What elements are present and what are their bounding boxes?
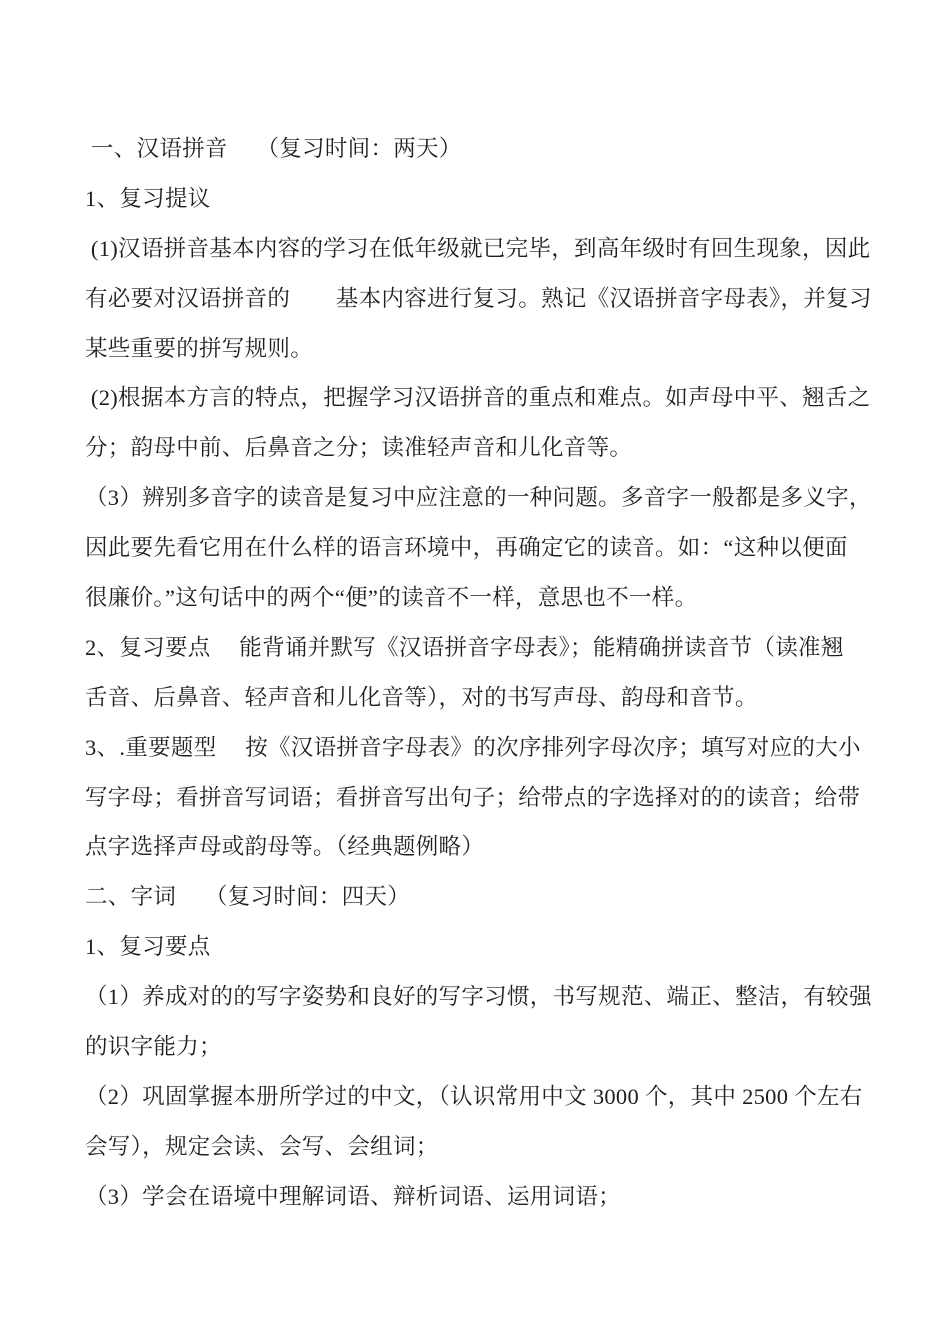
text-line-20: （2）巩固掌握本册所学过的中文，（认识常用中文 3000 个，其中 2500 个左右 [85, 1083, 863, 1109]
text-line-3: (1)汉语拼音基本内容的学习在低年级就已完毕，到高年级时有回生现象，因此 [85, 235, 871, 261]
text-line-6: (2)根据本方言的特点，把握学习汉语拼音的重点和难点。如声母中平、翘舌之 [85, 385, 871, 411]
text-line-16: 二、字词 （复习时间：四天） [85, 884, 411, 910]
text-line-10: 很廉价。”这句话中的两个“便”的读音不一样，意思也不一样。 [85, 585, 698, 611]
text-line-15: 点字选择声母或韵母等。（经典题例略） [85, 834, 485, 860]
text-line-14: 写字母；看拼音写词语；看拼音写出句子；给带点的字选择对的的读音；给带 [85, 784, 861, 810]
text-line-5: 某些重要的拼写规则。 [85, 335, 314, 361]
document-text-block [85, 124, 885, 1222]
text-line-2: 1、复习提议 [85, 185, 211, 211]
text-line-9: 因此要先看它用在什么样的语言环境中，再确定它的读音。如：“这种以便面 [85, 535, 848, 561]
text-line-12: 舌音、后鼻音、轻声音和儿化音等），对的书写声母、韵母和音节。 [85, 684, 758, 710]
text-line-19: 的识字能力； [85, 1034, 222, 1060]
text-line-17: 1、复习要点 [85, 934, 211, 960]
text-line-11: 2、复习要点 能背诵并默写《汉语拼音字母表》；能精确拼读音节（读准翘 [85, 634, 844, 660]
text-line-13: 3、.重要题型 按《汉语拼音字母表》的次序排列字母次序；填写对应的大小 [85, 734, 861, 760]
text-line-7: 分；韵母中前、后鼻音之分；读准轻声音和儿化音等。 [85, 435, 633, 461]
text-line-1: 一、汉语拼音 （复习时间：两天） [85, 136, 462, 161]
text-line-21: 会写），规定会读、会写、会组词； [85, 1133, 439, 1159]
text-line-8: （3）辨别多音字的读音是复习中应注意的一种问题。多音字一般都是多义字， [85, 485, 872, 511]
text-line-4: 有必要对汉语拼音的 基本内容进行复习。熟记《汉语拼音字母表》，并复习 [85, 285, 872, 311]
text-line-22: （3）学会在语境中理解词语、辩析词语、运用词语； [85, 1183, 621, 1209]
text-line-18: （1）养成对的的写字姿势和良好的写字习惯，书写规范、端正、整洁，有较强 [85, 984, 872, 1010]
